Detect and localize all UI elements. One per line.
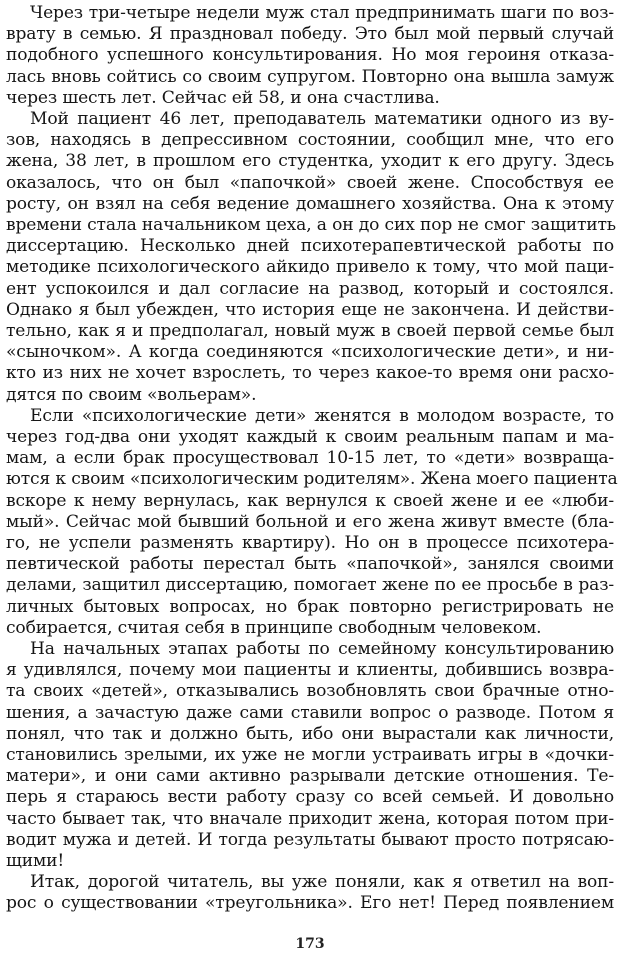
text-line: водит мужа и детей. И тогда результаты бывают просто потрясаю- [6, 829, 614, 850]
text-line: подобного успешного консультирования. Но моя героиня отказа- [6, 45, 614, 66]
text-line: врату в семью. Я праздновал победу. Это был мой первый случай [6, 24, 614, 45]
text-line: через шесть лет. Сейчас ей 58, и она счастлива. [6, 87, 440, 108]
text-line: собирается, считая себя в принципе свободным человеком. [6, 617, 542, 638]
text-line: щими! [6, 851, 65, 871]
text-line: лась вновь сойтись со своим супругом. Повторно она вышла замуж [6, 66, 614, 87]
text-line: понял, что так и должно быть, ибо они вырастали как личности, [6, 723, 614, 744]
text-line: становились зрелыми, их уже не могли устраивать игры в «дочки- [6, 745, 614, 765]
text-line: рос о существовании «треугольника». Его нет! Перед появлением [6, 893, 614, 914]
text-line: мый». Сейчас мой бывший больной и его жена живут вместе (бла- [6, 511, 614, 532]
text-line: диссертацию. Несколько дней психотерапевтической работы по [6, 236, 614, 257]
text-line: росту, он взял на себя ведение домашнего хозяйства. Она к этому [6, 193, 614, 214]
text-line: личных бытовых вопросах, но брак повторно регистрировать не [6, 596, 614, 617]
text-line: «сыночком». А когда соединяются «психологические дети», и ни- [6, 342, 614, 363]
text-line: вскоре к нему вернулась, как вернулся к своей жене и ее «люби- [6, 490, 614, 511]
book-page [6, 0, 616, 971]
text-line: Через три-четыре недели муж стал предпринимать шаги по воз- [30, 3, 614, 23]
text-line: певтической работы перестал быть «папочкой», занялся своими [6, 554, 614, 575]
text-line: тельно, как я и предполагал, новый муж в своей первой семье был [6, 321, 614, 341]
text-line: дятся по своим «вольерам». [6, 384, 257, 405]
text-line: та своих «детей», отказывались возобновлять свои брачные отно- [6, 681, 614, 702]
text-line: ент успокоился и дал согласие на развод, который и состоялся. [6, 278, 614, 299]
text-line: через год-два они уходят каждый к своим реальным папам и ма- [6, 427, 614, 447]
text-line: перь я стараюсь вести работу сразу со всей семьей. И довольно [6, 787, 614, 808]
text-line: времени стала начальником цеха, а он до сих пор не смог защитить [6, 215, 616, 235]
text-line: На начальных этапах работы по семейному консультированию [30, 639, 614, 659]
text-line: жена, 38 лет, в прошлом его студентка, уходит к его другу. Здесь [6, 151, 614, 172]
text-line: мам, а если брак просуществовал 10-15 лет, то «дети» возвраща- [6, 448, 614, 469]
text-line: Мой пациент 46 лет, преподаватель математики одного из ву- [30, 109, 614, 129]
text-line: я удивлялся, почему мои пациенты и клиенты, добившись возвра- [6, 660, 614, 681]
text-line: оказалось, что он был «папочкой» своей жене. Способствуя ее [6, 172, 614, 193]
text-line: матери», и они сами активно разрывали детские отношения. Те- [6, 766, 614, 787]
text-line: шения, а зачастую даже сами ставили вопрос о разводе. Потом я [6, 702, 614, 723]
text-line: Итак, дорогой читатель, вы уже поняли, как я ответил на воп- [30, 872, 614, 893]
text-line: часто бывает так, что вначале приходит жена, которая потом при- [6, 808, 614, 829]
text-line: го, не успели разменять квартиру). Но он в процессе психотера- [6, 533, 614, 553]
text-line: методике психологического айкидо привело к тому, что мой паци- [6, 257, 614, 278]
text-line: зов, находясь в депрессивном состоянии, сообщил мне, что его [6, 130, 614, 151]
text-line: кто из них не хочет взрослеть, то через какое-то время они расхо- [6, 363, 614, 384]
text-line: ются к своим «психологическим родителям». Жена моего пациента [6, 469, 618, 490]
text-line: Однако я был убежден, что история еще не закончена. И действи- [6, 299, 614, 320]
text-line: Если «психологические дети» женятся в молодом возрасте, то [30, 405, 614, 426]
text-line: делами, защитил диссертацию, помогает жене по ее просьбе в раз- [6, 575, 614, 596]
page-number: 173 [295, 936, 325, 952]
